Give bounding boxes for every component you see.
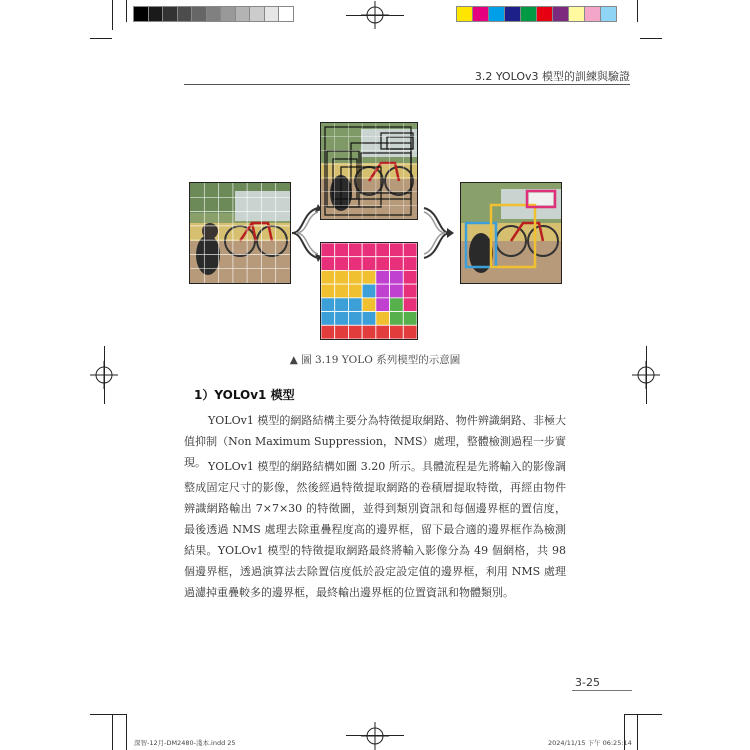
- grid-cell: [376, 284, 390, 298]
- running-head: 3.2 YOLOv3 模型的訓練與驗證: [474, 70, 630, 83]
- grid-cell: [376, 325, 390, 339]
- color-swatch: [584, 6, 601, 22]
- grid-cell: [376, 312, 390, 326]
- grid-cell: [390, 325, 404, 339]
- grid-cell: [335, 312, 349, 326]
- color-swatch: [235, 6, 251, 22]
- color-swatch: [191, 6, 207, 22]
- grid-cell: [348, 325, 362, 339]
- header-rule: [184, 84, 630, 85]
- color-swatch: [177, 6, 193, 22]
- crop-line: [346, 735, 404, 736]
- bbox-candidates-photo: [321, 123, 417, 219]
- color-swatch: [600, 6, 617, 22]
- grid-cell: [335, 257, 349, 271]
- grid-cell: [348, 284, 362, 298]
- grid-cell: [390, 243, 404, 257]
- grid-cell: [362, 298, 376, 312]
- page-number-rule: [572, 690, 632, 691]
- grid-overlay: [190, 183, 290, 283]
- grid-cell: [362, 270, 376, 284]
- grid-cell: [362, 243, 376, 257]
- grid-cell: [403, 243, 417, 257]
- grid-cell: [348, 270, 362, 284]
- crop-mark: [112, 714, 113, 750]
- class-probability-grid: [321, 243, 417, 339]
- grid-cell: [403, 284, 417, 298]
- crop-mark: [90, 714, 126, 715]
- grid-cell: [321, 325, 335, 339]
- color-swatch: [249, 6, 265, 22]
- color-swatch: [568, 6, 585, 22]
- grid-cell: [403, 312, 417, 326]
- grid-cell: [376, 270, 390, 284]
- grid-cell: [362, 312, 376, 326]
- body-paragraph-2: YOLOv1 模型的網路結構如圖 3.20 所示。具體流程是先將輸入的影像調整成固定尺寸的影像，然後經過特徵提取網路的卷積層提取特徵，再經由物件辨識網路輸出 7×7×30 的特徵圖，並得到類別資訊和每個邊界框的置信度，最後透過 NMS 處理去除重疊程度高的邊界框，留下最合適的邊界框作為檢測結果。YOLOv1 模型的特徵提取網路最終將輸入影像分為 49 個網格，共 98 個邊界框，透過演算法去除置信度低於設定設定值的邊界框，利用 NMS 處理過濾掉重疊較多的邊界框，最終輸出邊界框的位置資訊和物體類別。: [184, 460, 566, 599]
- crop-mark: [624, 714, 662, 715]
- grid-cell: [335, 284, 349, 298]
- color-swatch: [552, 6, 569, 22]
- grid-cell: [390, 312, 404, 326]
- grid-cell: [321, 312, 335, 326]
- registration-mark-bottom-icon: [361, 722, 389, 750]
- grid-cell: [348, 298, 362, 312]
- grid-cell: [348, 243, 362, 257]
- slug-timestamp: 2024/11/15 下午 06:25:14: [548, 739, 632, 747]
- bounding-boxes-panel: [320, 122, 418, 220]
- input-image-panel: [189, 182, 291, 284]
- grid-cell: [362, 257, 376, 271]
- color-swatch: [162, 6, 178, 22]
- crop-mark: [112, 0, 113, 30]
- grid-cell: [376, 243, 390, 257]
- color-swatch: [520, 6, 537, 22]
- grid-cell: [362, 325, 376, 339]
- grid-cell: [390, 284, 404, 298]
- color-swatch: [133, 6, 149, 22]
- grid-cell: [348, 257, 362, 271]
- color-swatch: [504, 6, 521, 22]
- split-arrow-icon: [290, 198, 322, 268]
- body-paragraph-1: YOLOv1 模型的網路結構主要分為特徵提取網路、物件辨識網路、非極大值抑制（Non Maximum Suppression，NMS）處理，整體檢測過程一步實現。: [184, 414, 566, 469]
- page-number: 3-25: [575, 676, 600, 689]
- merge-arrow-icon: [422, 198, 454, 268]
- color-swatch: [264, 6, 280, 22]
- crop-mark: [637, 714, 638, 750]
- grid-cell: [390, 257, 404, 271]
- grid-cell: [335, 243, 349, 257]
- slug-file-info: 深智-12月-DM2480-淺本.indd 25: [134, 739, 236, 747]
- grid-cell: [321, 270, 335, 284]
- grid-cell: [362, 284, 376, 298]
- color-swatch: [148, 6, 164, 22]
- color-swatch: [488, 6, 505, 22]
- cmyk-color-bar: [456, 6, 616, 20]
- figure-caption: ▲ 圖 3.19 YOLO 系列模型的示意圖: [289, 354, 461, 366]
- crop-mark: [126, 0, 127, 22]
- grid-cell: [335, 298, 349, 312]
- color-swatch: [220, 6, 236, 22]
- grid-cell: [376, 257, 390, 271]
- crop-mark: [640, 38, 662, 39]
- grid-cell: [321, 284, 335, 298]
- grid-cell: [335, 270, 349, 284]
- crop-mark: [90, 38, 112, 39]
- grid-cell: [403, 270, 417, 284]
- color-swatch: [278, 6, 294, 22]
- color-swatch: [456, 6, 473, 22]
- final-detections-photo: [461, 183, 561, 283]
- grid-cell: [403, 325, 417, 339]
- color-swatch: [472, 6, 489, 22]
- yolo-series-figure: [186, 118, 562, 344]
- color-swatch: [536, 6, 553, 22]
- grid-cell: [321, 298, 335, 312]
- grayscale-color-bar: [133, 6, 293, 20]
- grid-cell: [335, 325, 349, 339]
- section-heading: 1）YOLOv1 模型: [194, 388, 295, 402]
- detection-result-panel: [460, 182, 562, 284]
- crop-mark: [126, 714, 127, 750]
- class-probability-map-panel: [320, 242, 418, 340]
- grid-cell: [376, 298, 390, 312]
- grid-cell: [390, 270, 404, 284]
- crop-mark: [637, 0, 638, 22]
- grid-cell: [348, 312, 362, 326]
- grid-cell: [403, 257, 417, 271]
- crop-line: [346, 15, 404, 16]
- grid-cell: [321, 243, 335, 257]
- grid-cell: [403, 298, 417, 312]
- color-swatch: [206, 6, 222, 22]
- grid-cell: [390, 298, 404, 312]
- grid-cell: [321, 257, 335, 271]
